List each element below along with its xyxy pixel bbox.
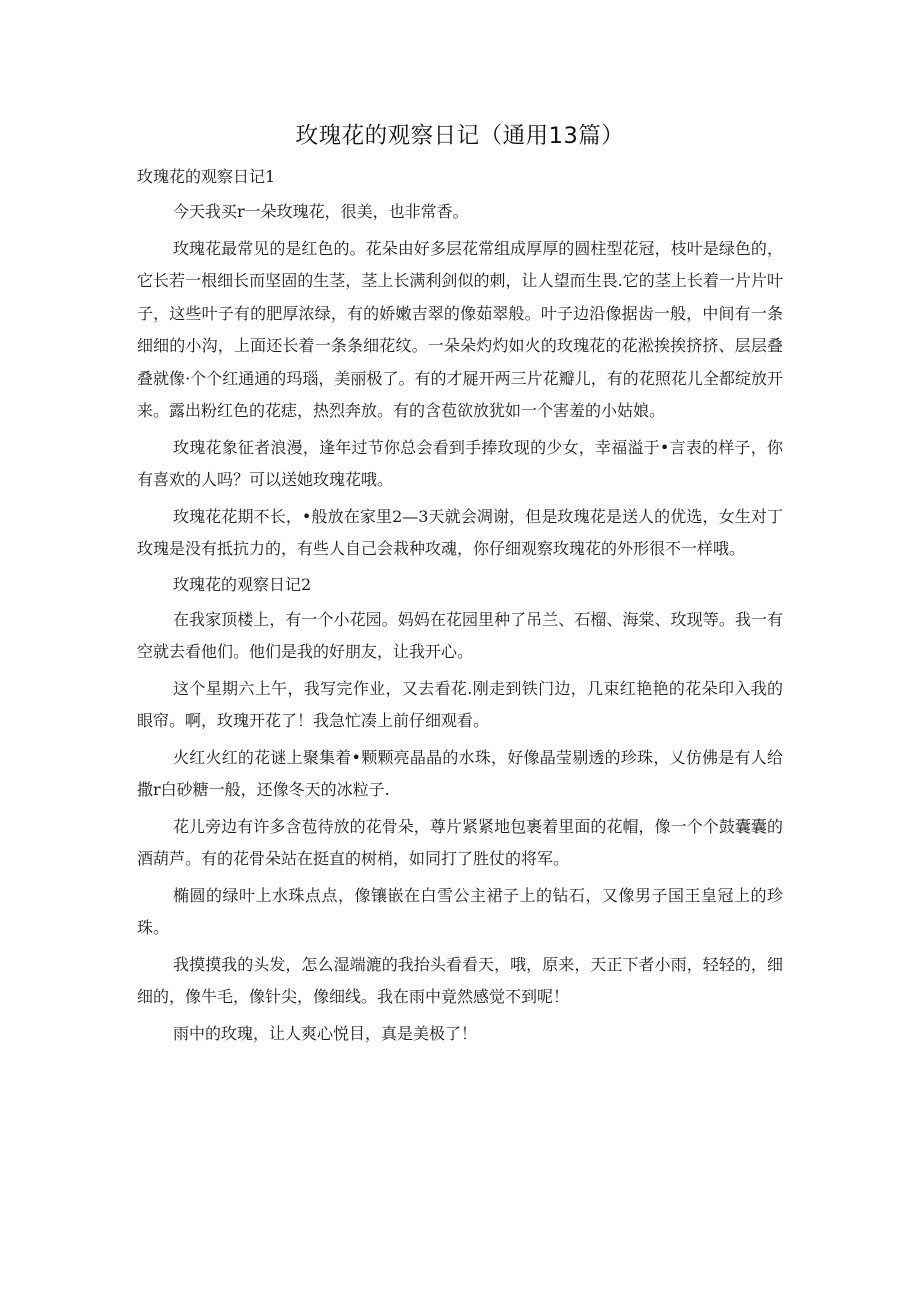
paragraph: 我摸摸我的头发，怎么湿端漉的我抬头看看天，哦，原来，天正下者小雨，轻轻的，细细的，像牛毛，像针尖，像细线。我在雨中竟然感觉不到呢！ [137, 954, 783, 1006]
paragraph: 在我家顶楼上，有一个小花园。妈妈在花园里种了吊兰、石榴、海棠、玫现等。我一有空就去看他们。他们是我的好朋友，让我开心。 [137, 609, 783, 661]
paragraph: 雨中的玫瑰，让人爽心悦目，真是美极了！ [173, 1023, 478, 1043]
paragraph: 玫瑰花象征者浪漫，逢年过节你总会看到手捧玫现的少女，幸福溢于•言表的样子，你有喜欢的人吗？可以送她玫瑰花哦。 [137, 437, 783, 489]
paragraph: 花儿旁边有许多含苞待放的花骨朵，尊片紧紧地包裹着里面的花帽，像一个个鼓囊囊的酒葫芦。有的花骨朵站在挺直的树梢，如同打了胜仗的将军。 [137, 816, 783, 868]
entry-heading-1: 玫瑰花的观察日记1 [137, 167, 276, 186]
paragraph: 今天我买r一朵玫瑰花，很美，也非常香。 [173, 202, 469, 221]
paragraph: 玫瑰花最常见的是红色的。花朵由好多层花常组成厚厚的圆柱型花冠，枝叶是绿色的，它长若一根细长而坚固的生茎，茎上长满利剑似的刺，让人望而生畏.它的茎上长着一片片叶子，这些叶子有的肥厚浓绿，有的娇嫩吉翠的像茹翠般。叶子边沿像据齿一般，中间有一条细细的小沟，上面还长着一条条细花纹。一朵朵灼灼如火的玫瑰花的花淞挨挨挤挤、层层叠叠就像·个个红通通的玛瑙，美丽极了。有的才屣开两三片花瓣儿，有的花照花儿全都绽放开来。露出粉红色的花痣，热烈奔放。有的含苞欲放犹如一个害羞的小姑娘。 [137, 238, 783, 420]
paragraph: 玫瑰花花期不长，•般放在家里2—3天就会凋谢，但是玫瑰花是送人的优选，女生对丁玫瑰是没有抵抗力的，有些人自己会栽种攻魂，你仔细观察玫瑰花的外形很不一样哦。 [137, 506, 783, 558]
entry-heading-2: 玫瑰花的观察日记2 [173, 574, 312, 594]
paragraph: 火红火红的花谜上聚集着•颗颗亮晶晶的水珠，好像晶莹剔透的珍珠，乂仿佛是有人给撒r白砂糖一般，还像冬天的冰粒子. [137, 747, 783, 799]
paragraph: 这个星期六上午，我写完作业，又去看花.刚走到铁门边，几束红艳艳的花朵印入我的眼帘。啊，玫瑰开花了！我急忙凑上前仔细观看。 [137, 678, 783, 730]
document-body [137, 162, 783, 1054]
document-title: 玫瑰花的观察日记（通用13篇） [295, 123, 625, 149]
paragraph: 椭圆的绿叶上水珠点点，像镶嵌在白雪公主裙子上的钻石，又像男子国王皇冠上的珍珠。 [137, 885, 783, 937]
